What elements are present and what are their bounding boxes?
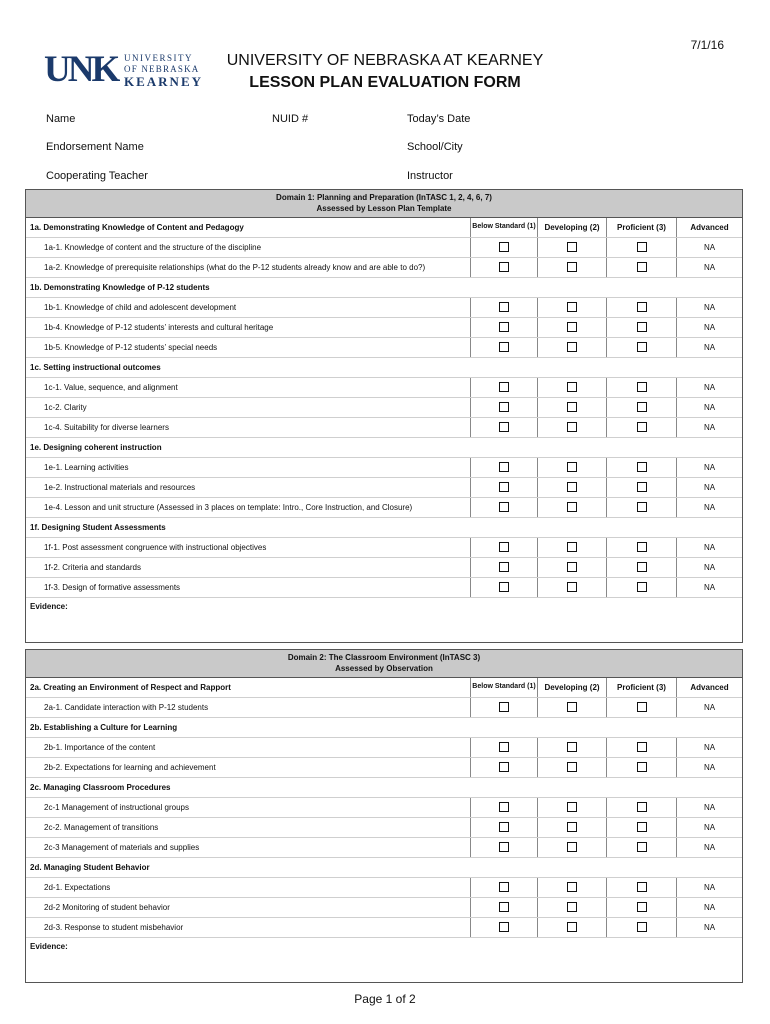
rating-checkbox-below-standard[interactable] [499,402,509,412]
advanced-na: NA [703,263,716,272]
rating-checkbox-proficient[interactable] [637,502,647,512]
section-2c-header [26,778,742,798]
logo-line-university: UNIVERSITY [124,53,193,63]
domain-2-title: Domain 2: The Classroom Environment (InTASC 3) [287,653,481,662]
rating-checkbox-proficient[interactable] [637,902,647,912]
advanced-na: NA [703,343,716,352]
item-label: 2c-3 Management of materials and supplies [44,843,200,852]
section-label: 2d. Managing Student Behavior [30,863,150,872]
advanced-na: NA [703,703,716,712]
rating-checkbox-below-standard[interactable] [499,762,509,772]
col-advanced: Advanced [676,218,742,237]
rating-checkbox-developing[interactable] [567,242,577,252]
rating-checkbox-developing[interactable] [567,582,577,592]
logo-line-kearney: KEARNEY [124,74,204,89]
item-label: 2d-3. Response to student misbehavior [44,923,184,932]
item-row-1c-2 [26,398,742,418]
rating-checkbox-below-standard[interactable] [499,802,509,812]
advanced-na: NA [703,803,716,812]
advanced-na: NA [703,843,716,852]
rating-checkbox-developing[interactable] [567,322,577,332]
todays-date-field[interactable]: Today’s Date [407,113,471,125]
rating-checkbox-proficient[interactable] [637,922,647,932]
rating-checkbox-developing[interactable] [567,842,577,852]
item-row-1c-4 [26,418,742,438]
rating-checkbox-proficient[interactable] [637,802,647,812]
rating-checkbox-developing[interactable] [567,562,577,572]
advanced-na: NA [703,423,716,432]
item-row-1a-1 [26,238,742,258]
rating-checkbox-developing[interactable] [567,902,577,912]
item-row-1e-1 [26,458,742,478]
evidence-box-domain-1[interactable] [26,598,742,642]
item-label: 1c-1. Value, sequence, and alignment [44,383,178,392]
name-field[interactable]: Name [46,113,76,125]
advanced-na: NA [703,403,716,412]
col-proficient: Proficient (3) [606,678,676,697]
advanced-na: NA [703,743,716,752]
col-proficient: Proficient (3) [606,218,676,237]
rating-checkbox-proficient[interactable] [637,342,647,352]
section-label: 2b. Establishing a Culture for Learning [30,723,178,732]
rating-checkbox-below-standard[interactable] [499,902,509,912]
rating-checkbox-proficient[interactable] [637,562,647,572]
rating-checkbox-developing[interactable] [567,462,577,472]
rating-checkbox-proficient[interactable] [637,262,647,272]
rating-checkbox-developing[interactable] [567,422,577,432]
rating-checkbox-proficient[interactable] [637,382,647,392]
rating-checkbox-proficient[interactable] [637,582,647,592]
rating-checkbox-proficient[interactable] [637,542,647,552]
rating-checkbox-proficient[interactable] [637,882,647,892]
item-row-2d-3 [26,918,742,938]
rating-checkbox-proficient[interactable] [637,842,647,852]
section-label: 1c. Setting instructional outcomes [30,363,161,372]
domain-1-title: Domain 1: Planning and Preparation (InTASC 1, 2, 4, 6, 7) [276,193,492,202]
item-row-2b-2 [26,758,742,778]
rating-checkbox-developing[interactable] [567,702,577,712]
col-advanced: Advanced [676,678,742,697]
section-1a-header [26,218,742,238]
advanced-na: NA [703,923,716,932]
university-title: UNIVERSITY OF NEBRASKA AT KEARNEY [226,52,544,69]
rating-checkbox-proficient[interactable] [637,302,647,312]
school-city-field[interactable]: School/City [407,141,463,153]
item-label: 1e-2. Instructional materials and resources [44,483,196,492]
rating-checkbox-below-standard[interactable] [499,462,509,472]
rating-checkbox-below-standard[interactable] [499,842,509,852]
rating-checkbox-below-standard[interactable] [499,882,509,892]
item-label: 2d-1. Expectations [44,883,111,892]
advanced-na: NA [703,303,716,312]
advanced-na: NA [703,543,716,552]
rating-checkbox-developing[interactable] [567,482,577,492]
domain-1-header [26,190,742,218]
rating-checkbox-below-standard[interactable] [499,242,509,252]
rating-checkbox-developing[interactable] [567,402,577,412]
item-row-1b-1 [26,298,742,318]
item-label: 1f-1. Post assessment congruence with instructional objectives [44,543,267,552]
rating-checkbox-below-standard[interactable] [499,822,509,832]
evidence-label: Evidence: [30,942,68,951]
item-row-1f-3 [26,578,742,598]
col-developing: Developing (2) [537,218,606,237]
rating-checkbox-proficient[interactable] [637,702,647,712]
rating-checkbox-developing[interactable] [567,882,577,892]
section-2a-header [26,678,742,698]
section-1b-header [26,278,742,298]
item-label: 1b-5. Knowledge of P-12 students’ special needs [44,343,218,352]
rating-checkbox-proficient[interactable] [637,422,647,432]
item-row-1b-5 [26,338,742,358]
page-number: Page 1 of 2 [354,992,416,1006]
section-label: 1b. Demonstrating Knowledge of P-12 students [30,283,210,292]
col-below-standard: Below Standard (1) [470,218,537,237]
section-label: 1e. Designing coherent instruction [30,443,162,452]
item-label: 2c-1 Management of instructional groups [44,803,189,812]
col-developing: Developing (2) [537,678,606,697]
advanced-na: NA [703,583,716,592]
rating-checkbox-below-standard[interactable] [499,502,509,512]
rating-checkbox-proficient[interactable] [637,742,647,752]
advanced-na: NA [703,903,716,912]
logo-mark: UNK [44,49,118,90]
logo-line-of-nebraska: OF NEBRASKA [124,64,200,74]
rating-checkbox-developing[interactable] [567,742,577,752]
rating-checkbox-developing[interactable] [567,922,577,932]
item-label: 1c-2. Clarity [44,403,87,412]
item-row-2c-2 [26,818,742,838]
section-label: 2c. Managing Classroom Procedures [30,783,171,792]
advanced-na: NA [703,383,716,392]
cooperating-teacher-field[interactable]: Cooperating Teacher [46,170,148,182]
rating-checkbox-below-standard[interactable] [499,742,509,752]
rating-checkbox-proficient[interactable] [637,402,647,412]
advanced-na: NA [703,243,716,252]
item-row-1f-1 [26,538,742,558]
rating-checkbox-proficient[interactable] [637,242,647,252]
rating-checkbox-developing[interactable] [567,802,577,812]
item-label: 2c-2. Management of transitions [44,823,159,832]
rating-checkbox-proficient[interactable] [637,482,647,492]
item-row-2c-3 [26,838,742,858]
advanced-na: NA [703,503,716,512]
evidence-label: Evidence: [30,602,68,611]
item-row-1e-2 [26,478,742,498]
section-2d-header [26,858,742,878]
rating-checkbox-below-standard[interactable] [499,482,509,492]
section-1c-header [26,358,742,378]
advanced-na: NA [703,483,716,492]
item-row-1b-4 [26,318,742,338]
item-row-2d-2 [26,898,742,918]
rating-checkbox-proficient[interactable] [637,762,647,772]
rating-checkbox-below-standard[interactable] [499,342,509,352]
item-label: 1b-1. Knowledge of child and adolescent development [44,303,237,312]
item-label: 1f-2. Criteria and standards [44,563,141,572]
item-row-1a-2 [26,258,742,278]
rating-checkbox-below-standard[interactable] [499,422,509,432]
advanced-na: NA [703,323,716,332]
rating-checkbox-below-standard[interactable] [499,302,509,312]
item-row-2d-1 [26,878,742,898]
rating-checkbox-developing[interactable] [567,262,577,272]
item-label: 1a-1. Knowledge of content and the structure of the discipline [44,243,262,252]
item-label: 1f-3. Design of formative assessments [44,583,181,592]
rating-checkbox-below-standard[interactable] [499,542,509,552]
rating-checkbox-below-standard[interactable] [499,382,509,392]
form-title: LESSON PLAN EVALUATION FORM [249,74,521,91]
item-label: 2a-1. Candidate interaction with P-12 students [44,703,209,712]
rating-checkbox-developing[interactable] [567,302,577,312]
domain-1-subtitle: Assessed by Lesson Plan Template [316,204,452,213]
item-label: 1e-4. Lesson and unit structure (Assessed in 3 places on template: Intro., Core Instruction, and Closure) [44,503,413,512]
section-2b-header [26,718,742,738]
rating-checkbox-developing[interactable] [567,502,577,512]
advanced-na: NA [703,463,716,472]
col-below-standard: Below Standard (1) [470,678,537,697]
form-date: 7/1/16 [690,38,724,52]
rating-checkbox-developing[interactable] [567,382,577,392]
rating-checkbox-proficient[interactable] [637,462,647,472]
rating-checkbox-below-standard[interactable] [499,262,509,272]
item-label: 1c-4. Suitability for diverse learners [44,423,169,432]
rating-checkbox-developing[interactable] [567,342,577,352]
domain-2-header [26,650,742,678]
rating-checkbox-below-standard[interactable] [499,322,509,332]
instructor-field[interactable]: Instructor [407,170,453,182]
section-label: 2a. Creating an Environment of Respect and Rapport [30,683,231,692]
item-label: 1b-4. Knowledge of P-12 students’ interests and cultural heritage [44,323,274,332]
rating-checkbox-developing[interactable] [567,822,577,832]
advanced-na: NA [703,563,716,572]
endorsement-field[interactable]: Endorsement Name [46,141,144,153]
section-1e-header [26,438,742,458]
section-label: 1a. Demonstrating Knowledge of Content and Pedagogy [30,223,244,232]
domain-2-subtitle: Assessed by Observation [335,664,433,673]
rating-checkbox-developing[interactable] [567,762,577,772]
domain-2-table [25,649,743,983]
item-label: 1a-2. Knowledge of prerequisite relationships (what do the P-12 students already know and are able to do?) [44,263,426,272]
rating-checkbox-below-standard[interactable] [499,562,509,572]
rating-checkbox-developing[interactable] [567,542,577,552]
item-row-2c-1 [26,798,742,818]
item-row-1f-2 [26,558,742,578]
rating-checkbox-below-standard[interactable] [499,582,509,592]
rating-checkbox-proficient[interactable] [637,822,647,832]
item-row-2b-1 [26,738,742,758]
nuid-field[interactable]: NUID # [272,113,309,125]
item-label: 2b-2. Expectations for learning and achievement [44,763,216,772]
item-label: 2b-1. Importance of the content [44,743,156,752]
advanced-na: NA [703,763,716,772]
evidence-box-domain-2[interactable] [26,938,742,982]
item-row-2a-1 [26,698,742,718]
item-label: 2d-2 Monitoring of student behavior [44,903,170,912]
item-row-1e-4 [26,498,742,518]
item-label: 1e-1. Learning activities [44,463,129,472]
rating-checkbox-below-standard[interactable] [499,922,509,932]
advanced-na: NA [703,823,716,832]
item-row-1c-1 [26,378,742,398]
section-label: 1f. Designing Student Assessments [30,523,166,532]
rating-checkbox-below-standard[interactable] [499,702,509,712]
domain-1-table [25,189,743,643]
rating-checkbox-proficient[interactable] [637,322,647,332]
section-1f-header [26,518,742,538]
advanced-na: NA [703,883,716,892]
